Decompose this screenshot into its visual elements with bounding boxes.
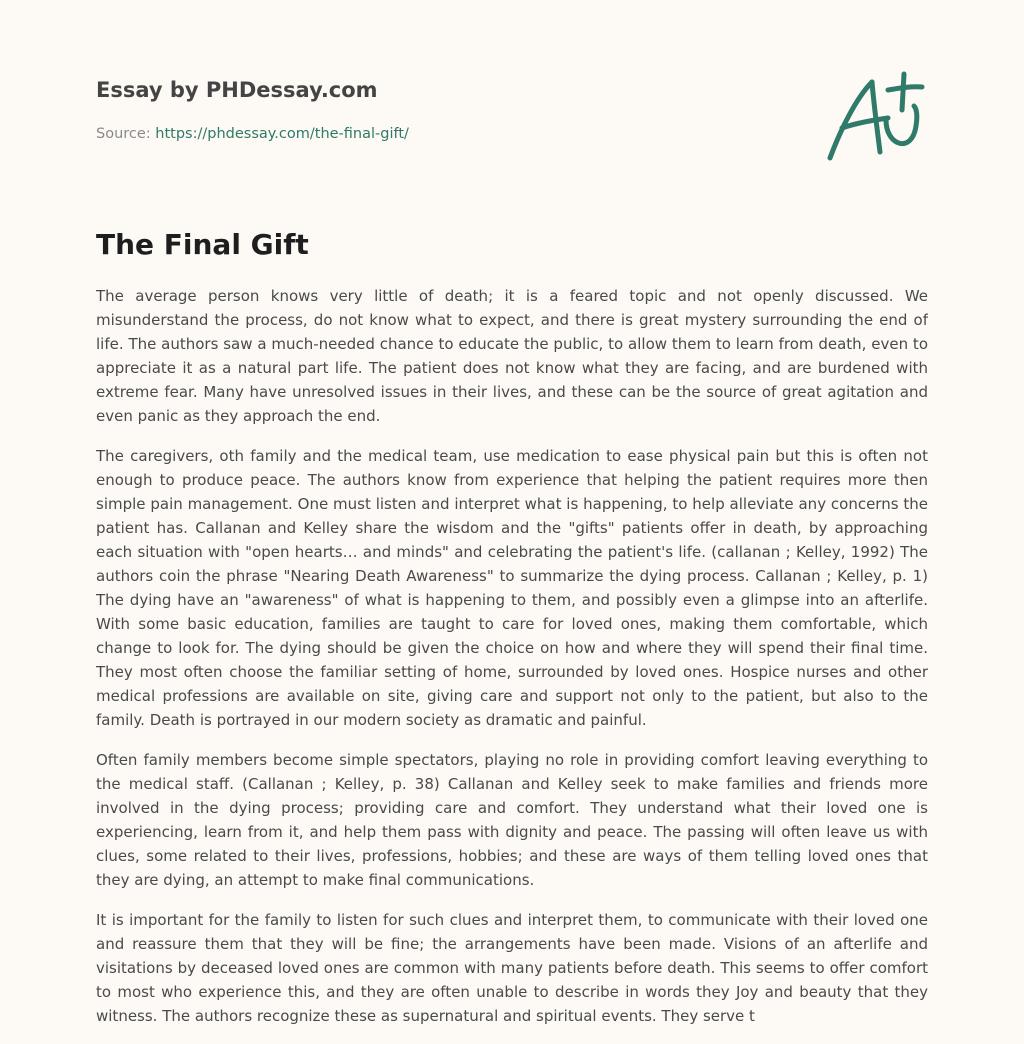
essay-paragraph: The average person knows very little of death; it is a feared topic and not openly discussed. We misunderstand the process, do not know what to expect, and there is great mystery surrounding the end of life. The authors saw a much-needed chance to educate the public, to allow them to learn from death, even to appreciate it as a natural part life. The patient does not know what they are facing, and are burdened with extreme fear. Many have unresolved issues in their lives, and these can be the source of great agitation and even panic as they approach the end. — [96, 287, 928, 425]
essay-paragraph: Often family members become simple spectators, playing no role in providing comfort leaving everything to the medical staff. (Callanan ; Kelley, p. 38) Callanan and Kelley seek to make families and friends more involved in the dying process; providing care and comfort. They understand what their loved one is experiencing, learn from it, and help them pass with dignity and peace. The passing will often leave us with clues, some related to their lives, professions, hobbies; and these are ways of them telling loved ones that they are dying, an attempt to make final communications. — [96, 751, 928, 889]
essay-paragraph: The caregivers, oth family and the medical team, use medication to ease physical pain but this is often not enough to produce peace. The authors know from experience that helping the patient requires more then simple pain management. One must listen and interpret what is happening, to help alleviate any concerns the patient has. Callanan and Kelley share the wisdom and the "gifts" patients offer in death, by approaching each situation with "open hearts… and minds" and celebrating the patient's life. (callanan ; Kelley, 1992) The authors coin the phrase "Nearing Death Awareness" to summarize the dying process. Callanan ; Kelley, p. 1) The dying have an "awareness" of what is happening to them, and possibly even a glimpse into an afterlife. With some basic education, families are taught to care for loved ones, making them comfortable, which change to look for. The dying should be given the choice on how and where they will spend their final time. They most often choose the familiar setting of home, surrounded by loved ones. Hospice nurses and other medical professions are available on site, giving care and support not only to the patient, but also to the family. Death is portrayed in our modern society as dramatic and painful. — [96, 447, 928, 729]
essay-title: The Final Gift — [96, 228, 309, 261]
source-link[interactable]: https://phdessay.com/the-final-gift/ — [155, 126, 409, 142]
source-label: Source: — [96, 126, 151, 142]
source-line — [96, 124, 696, 144]
brand-name: Essay by PHDessay.com — [96, 78, 378, 102]
site-header — [96, 76, 696, 144]
essay-body — [96, 284, 928, 1032]
essay-paragraph: It is important for the family to listen for such clues and interpret them, to communicate with their loved one and reassure them that they will be fine; the arrangements have been made. Visions of an afterlife and visitations by deceased loved ones are common with many patients before death. This seems to offer comfort to most who experience this, and they are often unable to describe in words they Joy and beauty that they witness. The authors recognize these as supernatural and spiritual events. They serve t — [96, 911, 928, 1025]
a-plus-grade-icon — [820, 66, 930, 166]
